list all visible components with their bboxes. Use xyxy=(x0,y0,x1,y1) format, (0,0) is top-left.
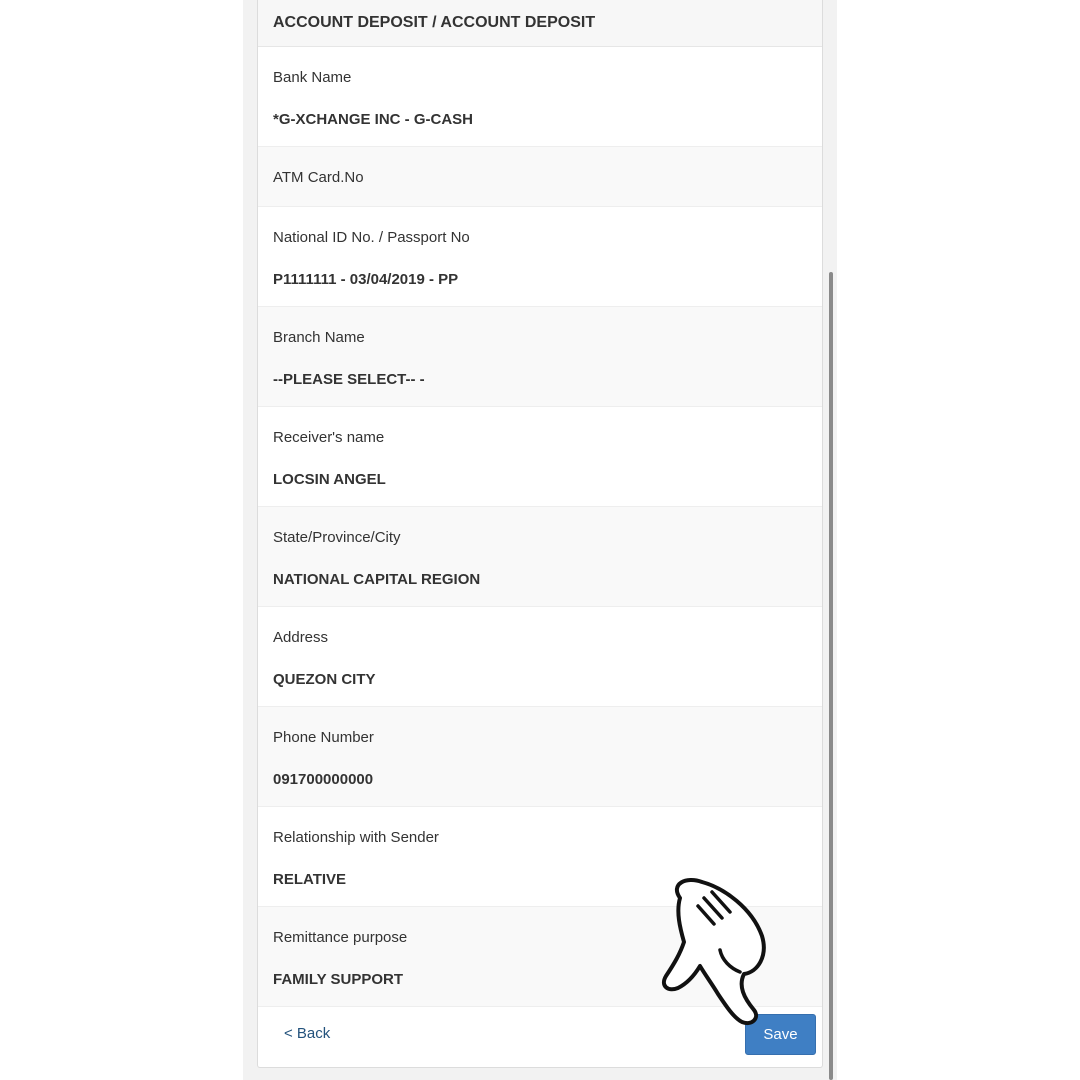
field-value: --PLEASE SELECT-- - xyxy=(273,371,425,388)
field-value: RELATIVE xyxy=(273,871,347,888)
field-value: QUEZON CITY xyxy=(273,671,376,688)
field-value: 091700000000 xyxy=(273,771,374,788)
save-button[interactable]: Save xyxy=(745,1014,816,1055)
field-row-bank-name xyxy=(258,47,822,147)
field-label: Address xyxy=(273,629,329,646)
field-row-state xyxy=(258,507,822,607)
field-label: Branch Name xyxy=(273,329,365,346)
field-row-national-id xyxy=(258,207,822,307)
field-row-address xyxy=(258,607,822,707)
panel-title: ACCOUNT DEPOSIT / ACCOUNT DEPOSIT xyxy=(258,0,822,47)
field-row-atm-card xyxy=(258,147,822,207)
field-label: Receiver's name xyxy=(273,429,385,446)
back-link[interactable]: < Back xyxy=(284,1025,331,1042)
field-value: *G-XCHANGE INC - G-CASH xyxy=(273,111,474,128)
field-row-branch-name xyxy=(258,307,822,407)
scrollbar[interactable] xyxy=(829,272,833,1080)
field-value: NATIONAL CAPITAL REGION xyxy=(273,571,481,588)
field-row-phone xyxy=(258,707,822,807)
pointing-hand-icon xyxy=(640,876,775,1026)
field-label: National ID No. / Passport No xyxy=(273,229,470,246)
field-label: State/Province/City xyxy=(273,529,401,546)
field-label: ATM Card.No xyxy=(273,169,364,186)
field-value: LOCSIN ANGEL xyxy=(273,471,386,488)
field-label: Remittance purpose xyxy=(273,929,408,946)
field-row-receiver-name xyxy=(258,407,822,507)
field-label: Bank Name xyxy=(273,69,352,86)
field-value: P1111111 - 03/04/2019 - PP xyxy=(273,271,459,288)
field-label: Relationship with Sender xyxy=(273,829,439,846)
field-value: FAMILY SUPPORT xyxy=(273,971,404,988)
field-label: Phone Number xyxy=(273,729,374,746)
